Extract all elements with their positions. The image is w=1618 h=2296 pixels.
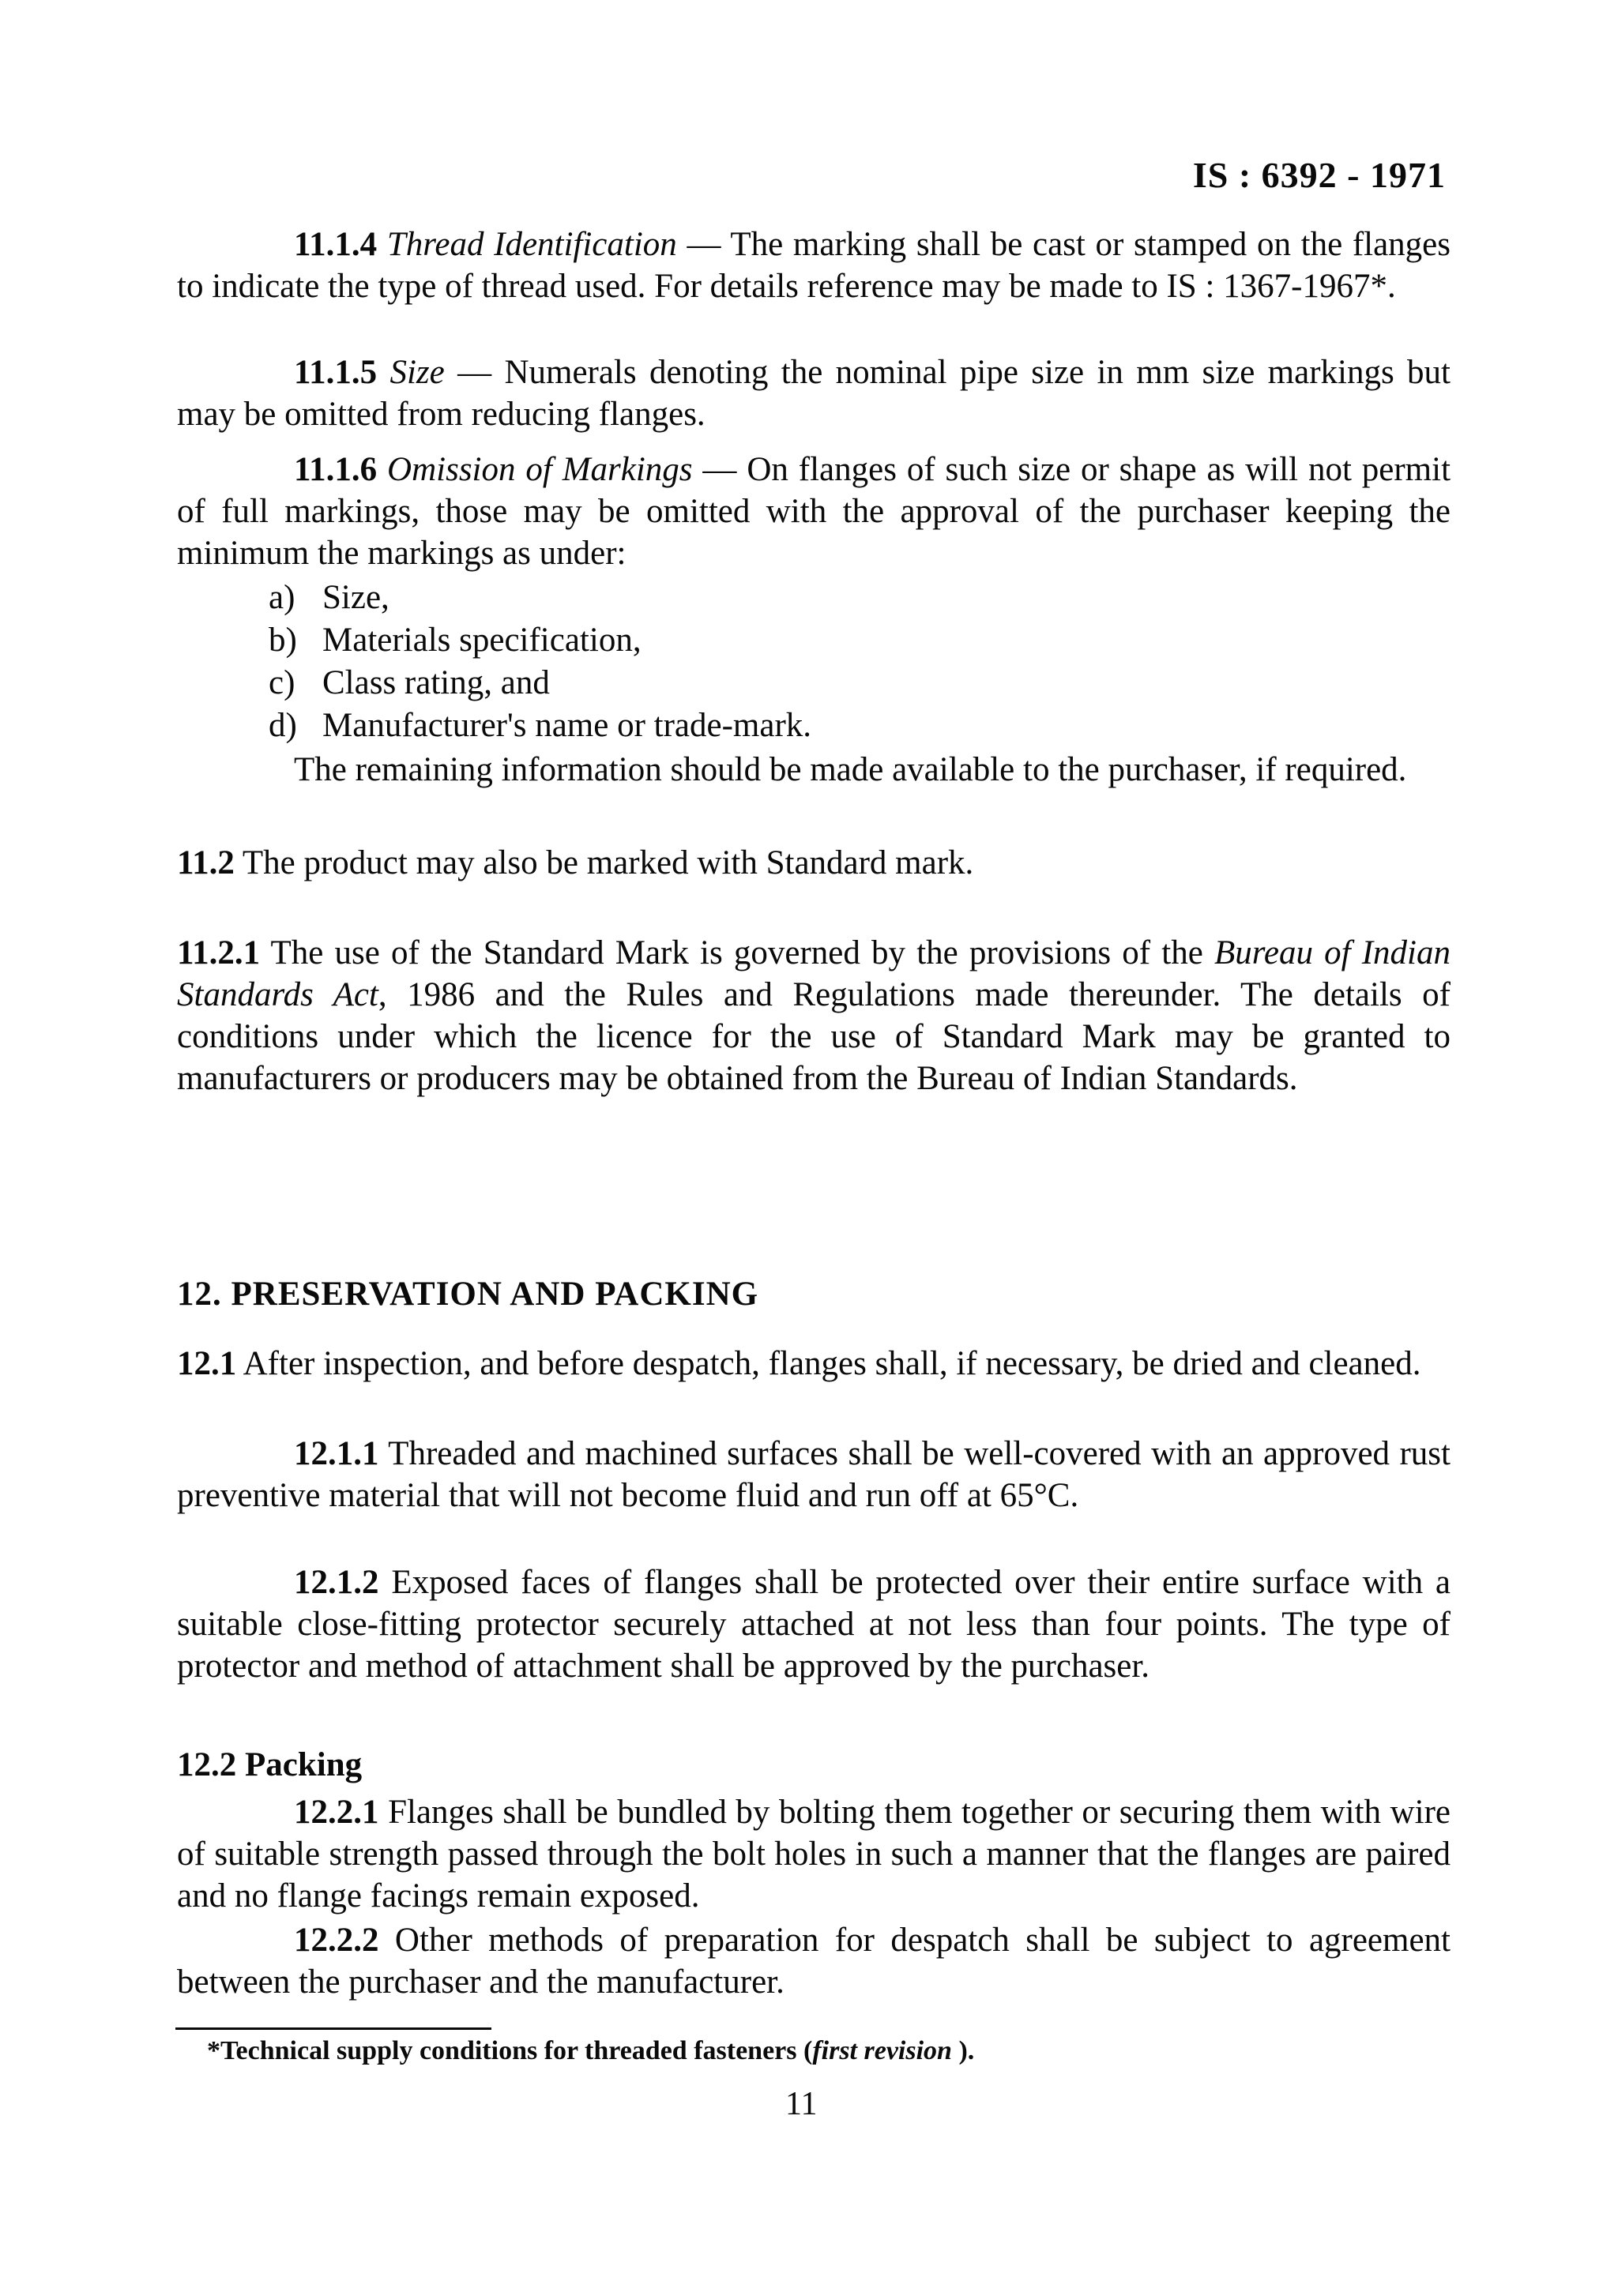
clause-11-2 xyxy=(177,842,1451,884)
clause-11-1-6 xyxy=(177,449,1451,574)
clause-body: — On flanges of such size or shape as will not permit of full markings, those may be omitted with the approval of the purchaser keeping the minimum the markings as under: xyxy=(177,451,1451,572)
clause-title: Thread Identification xyxy=(386,226,677,263)
clause-number: 11.1.6 xyxy=(294,451,378,488)
list-item xyxy=(269,705,1375,747)
act-title: Bureau of Indian Standards Act xyxy=(177,934,1451,1013)
section-12-heading: 12. PRESERVATION AND PACKING xyxy=(177,1276,759,1313)
footnote-text-end: ). xyxy=(951,2036,975,2065)
list-item-text: Class rating, and xyxy=(322,664,550,701)
clause-body: Flanges shall be bundled by bolting them together or securing them with wire of suitable strength passed through the bolt holes in such a manner that the flanges are paired and no flange facings remain exposed. xyxy=(177,1794,1451,1915)
clause-11-1-5 xyxy=(177,351,1451,435)
footnote-rule xyxy=(175,2027,491,2030)
list-item-label: c) xyxy=(269,664,295,701)
clause-number: 11.2.1 xyxy=(177,934,261,971)
list-item-label: d) xyxy=(269,707,297,744)
list-item-text: Manufacturer's name or trade-mark. xyxy=(322,707,812,744)
list-item-text: Size, xyxy=(322,579,389,616)
page-number: 11 xyxy=(785,2086,818,2122)
clause-body: The use of the Standard Mark is governed by the provisions of the xyxy=(260,934,1214,971)
footnote-revision: first revision xyxy=(812,2036,952,2065)
clause-number: 12.1 xyxy=(177,1345,237,1382)
clause-number: 12.1.2 xyxy=(294,1564,379,1601)
clause-body: The product may also be marked with Standard mark. xyxy=(234,844,974,881)
clause-body: After inspection, and before despatch, flanges shall, if necessary, be dried and cleaned. xyxy=(236,1345,1421,1382)
list-item xyxy=(269,662,1375,705)
clause-11-2-1 xyxy=(177,932,1451,1099)
remaining-information-paragraph: The remaining information should be made available to the purchaser, if required. xyxy=(294,751,1407,788)
clause-body: Threaded and machined surfaces shall be well-covered with an approved rust preventive material that will not become fluid and run off at 65°C. xyxy=(177,1435,1451,1514)
clause-body: Exposed faces of flanges shall be protected over their entire surface with a suitable close-fitting protector securely attached at not less than four points. The type of protector and method of attachment shall be approved by the purchaser. xyxy=(177,1564,1451,1685)
list-item-label: a) xyxy=(269,579,295,616)
document-id-header: IS : 6392 - 1971 xyxy=(1192,155,1446,195)
clause-12-1-1 xyxy=(177,1433,1451,1516)
clause-number: 12.2.2 xyxy=(294,1922,379,1959)
clause-11-1-4 xyxy=(177,224,1451,307)
list-item-text: Materials specification, xyxy=(322,622,642,659)
marking-list xyxy=(269,577,1375,747)
clause-12-2-2 xyxy=(177,1919,1451,2003)
clause-number: 11.1.5 xyxy=(294,354,378,391)
clause-body: — The marking shall be cast or stamped on the flanges to indicate the type of thread used. For details reference may be made to IS : 1367-1967*. xyxy=(177,226,1451,305)
footnote-text: *Technical supply conditions for threaded fasteners ( xyxy=(207,2036,813,2065)
clause-title: Omission of Markings xyxy=(387,451,693,488)
clause-12-1 xyxy=(177,1343,1451,1385)
footnote xyxy=(207,2036,974,2066)
list-item-label: b) xyxy=(269,622,297,659)
clause-12-2-1 xyxy=(177,1791,1451,1917)
clause-number: 12.1.1 xyxy=(294,1435,379,1472)
clause-number: 12.2.1 xyxy=(294,1794,379,1831)
clause-body: — Numerals denoting the nominal pipe size in mm size markings but may be omitted from reducing flanges. xyxy=(177,354,1451,433)
list-item xyxy=(269,577,1375,619)
clause-body-continued: , 1986 and the Rules and Regulations made thereunder. The details of conditions under which the licence for the use of Standard Mark may be granted to manufacturers or producers may be obtained from the Bureau of Indian Standards. xyxy=(177,976,1451,1097)
clause-title: Size xyxy=(389,354,445,391)
clause-12-1-2 xyxy=(177,1561,1451,1687)
section-12-2-heading: 12.2 Packing xyxy=(177,1746,363,1783)
list-item xyxy=(269,619,1375,662)
clause-number: 11.2 xyxy=(177,844,235,881)
clause-body: Other methods of preparation for despatch shall be subject to agreement between the purchaser and the manufacturer. xyxy=(177,1922,1451,2001)
clause-number: 11.1.4 xyxy=(294,226,378,263)
